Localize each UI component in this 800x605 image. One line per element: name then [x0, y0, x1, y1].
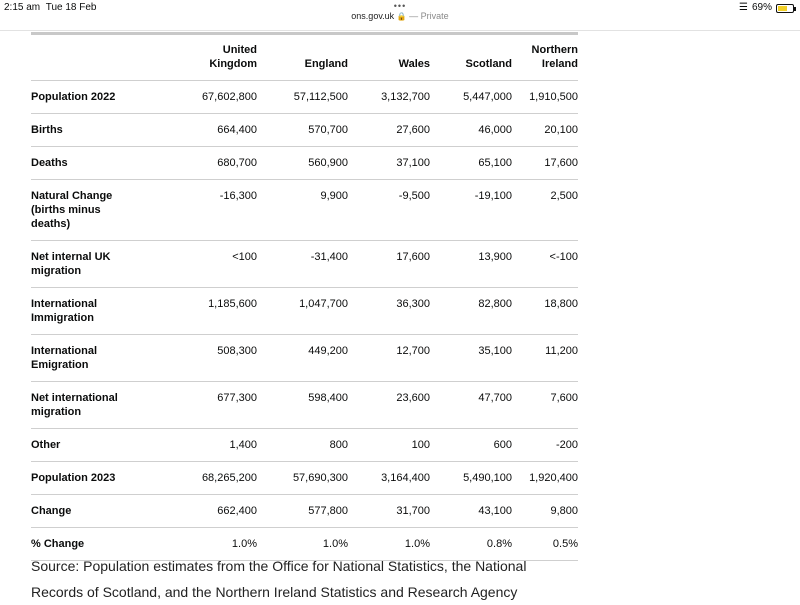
table-cell: -16,300 [161, 180, 257, 241]
population-table [31, 35, 578, 561]
table-cell: 1.0% [161, 528, 257, 561]
table-cell: 800 [257, 429, 348, 462]
table-cell: 13,900 [430, 241, 512, 288]
table-cell: 1.0% [257, 528, 348, 561]
column-header [512, 35, 578, 81]
column-header-line: Kingdom [209, 58, 257, 70]
table-body [31, 81, 578, 561]
table-cell: 570,700 [257, 114, 348, 147]
table-cell: -31,400 [257, 241, 348, 288]
row-label [31, 495, 161, 528]
table-row [31, 335, 578, 382]
lock-icon: 🔒 [396, 12, 407, 21]
row-label-line: Net internal UK [31, 251, 111, 263]
column-header-line: England [304, 58, 348, 70]
table-cell: 677,300 [161, 382, 257, 429]
table-cell: 9,800 [512, 495, 578, 528]
column-header-line [31, 43, 161, 57]
column-header-line [31, 57, 161, 71]
table-cell: 449,200 [257, 335, 348, 382]
table-cell: 65,100 [430, 147, 512, 180]
row-label-line: Population 2023 [31, 472, 116, 484]
row-label-line: Births [31, 124, 63, 136]
table-cell: 35,100 [430, 335, 512, 382]
wifi-icon: ☰ [739, 2, 748, 13]
row-label-line: Change [31, 505, 72, 517]
table-cell: 18,800 [512, 288, 578, 335]
column-header [161, 35, 257, 81]
table-cell: 5,490,100 [430, 462, 512, 495]
table-cell: 9,900 [257, 180, 348, 241]
table-row [31, 495, 578, 528]
table-cell: 1,910,500 [512, 81, 578, 114]
source-line-1: Source: Population estimates from the Office for National Statistics, the National [31, 558, 527, 574]
row-label-line: (births minus [31, 204, 101, 216]
table-cell: 17,600 [512, 147, 578, 180]
column-header [257, 35, 348, 81]
row-label [31, 180, 161, 241]
table-row [31, 429, 578, 462]
row-label-line: Net international [31, 392, 118, 404]
row-label [31, 335, 161, 382]
row-label-line: migration [31, 265, 82, 277]
table-cell: 31,700 [348, 495, 430, 528]
table-cell: 664,400 [161, 114, 257, 147]
row-label [31, 382, 161, 429]
table-cell: 46,000 [430, 114, 512, 147]
table-cell: 680,700 [161, 147, 257, 180]
column-header-line [348, 43, 430, 57]
table-cell: 0.5% [512, 528, 578, 561]
column-header-line: Scotland [465, 58, 512, 70]
row-label-line: International [31, 298, 98, 310]
clock-time: 2:15 am [4, 2, 41, 13]
more-dots-icon[interactable]: ••• [393, 1, 407, 11]
table-cell: 1,185,600 [161, 288, 257, 335]
row-label-line: Natural Change [31, 190, 113, 202]
column-header-line: Ireland [541, 58, 578, 70]
url-text[interactable]: ons.gov.uk [351, 11, 395, 21]
row-label-line: Immigration [31, 312, 94, 324]
table-cell: 560,900 [257, 147, 348, 180]
row-label-line: Emigration [31, 359, 89, 371]
population-table-container [31, 32, 578, 561]
row-label [31, 241, 161, 288]
table-row [31, 114, 578, 147]
column-header [430, 35, 512, 81]
table-cell: 82,800 [430, 288, 512, 335]
battery-percent: 69% [751, 2, 772, 13]
table-cell: -9,500 [348, 180, 430, 241]
table-cell: 508,300 [161, 335, 257, 382]
table-cell: 7,600 [512, 382, 578, 429]
row-label [31, 81, 161, 114]
table-cell: <-100 [512, 241, 578, 288]
table-cell: 662,400 [161, 495, 257, 528]
table-cell: 47,700 [430, 382, 512, 429]
table-cell: 67,602,800 [161, 81, 257, 114]
row-label [31, 288, 161, 335]
row-label-line: Deaths [31, 157, 68, 169]
table-cell: 3,132,700 [348, 81, 430, 114]
column-header-line: Northern [531, 44, 578, 56]
table-cell: 68,265,200 [161, 462, 257, 495]
column-header [348, 35, 430, 81]
row-label-line: migration [31, 406, 82, 418]
table-cell: 3,164,400 [348, 462, 430, 495]
row-label [31, 114, 161, 147]
table-cell: 0.8% [430, 528, 512, 561]
row-label-line: % Change [31, 538, 85, 550]
header-label-col [31, 35, 161, 81]
row-label [31, 429, 161, 462]
table-cell: <100 [161, 241, 257, 288]
row-label [31, 462, 161, 495]
table-row [31, 147, 578, 180]
table-cell: 598,400 [257, 382, 348, 429]
table-row [31, 382, 578, 429]
private-mode-label: — Private [409, 11, 449, 21]
table-row [31, 288, 578, 335]
table-cell: -19,100 [430, 180, 512, 241]
table-cell: 20,100 [512, 114, 578, 147]
row-label-line: Population 2022 [31, 91, 116, 103]
table-cell: 57,690,300 [257, 462, 348, 495]
url-line[interactable] [0, 10, 800, 23]
column-header-line [257, 43, 348, 57]
table-cell: 100 [348, 429, 430, 462]
browser-divider [0, 30, 800, 31]
row-label-line: Other [31, 439, 61, 451]
table-cell: 1.0% [348, 528, 430, 561]
table-header-row [31, 35, 578, 81]
table-cell: 600 [430, 429, 512, 462]
table-cell: 17,600 [348, 241, 430, 288]
table-cell: 11,200 [512, 335, 578, 382]
source-line-2: Records of Scotland, and the Northern Ireland Statistics and Research Agency [31, 584, 518, 600]
column-header-line: Wales [398, 58, 430, 70]
table-cell: 1,920,400 [512, 462, 578, 495]
table-cell: 57,112,500 [257, 81, 348, 114]
table-row [31, 462, 578, 495]
table-cell: 23,600 [348, 382, 430, 429]
browser-address-bar[interactable] [0, 2, 800, 23]
table-cell: -200 [512, 429, 578, 462]
table-cell: 2,500 [512, 180, 578, 241]
column-header-line: United [222, 44, 257, 56]
row-label [31, 147, 161, 180]
table-row [31, 81, 578, 114]
table-cell: 1,400 [161, 429, 257, 462]
table-row [31, 241, 578, 288]
row-label-line: deaths) [31, 218, 71, 230]
table-cell: 577,800 [257, 495, 348, 528]
source-note [31, 553, 591, 605]
table-cell: 1,047,700 [257, 288, 348, 335]
column-header-line [430, 43, 512, 57]
clock-date: Tue 18 Feb [45, 2, 97, 13]
table-cell: 37,100 [348, 147, 430, 180]
table-cell: 36,300 [348, 288, 430, 335]
table-cell: 27,600 [348, 114, 430, 147]
table-cell: 12,700 [348, 335, 430, 382]
table-row [31, 180, 578, 241]
table-cell: 5,447,000 [430, 81, 512, 114]
table-cell: 43,100 [430, 495, 512, 528]
row-label-line: International [31, 345, 98, 357]
